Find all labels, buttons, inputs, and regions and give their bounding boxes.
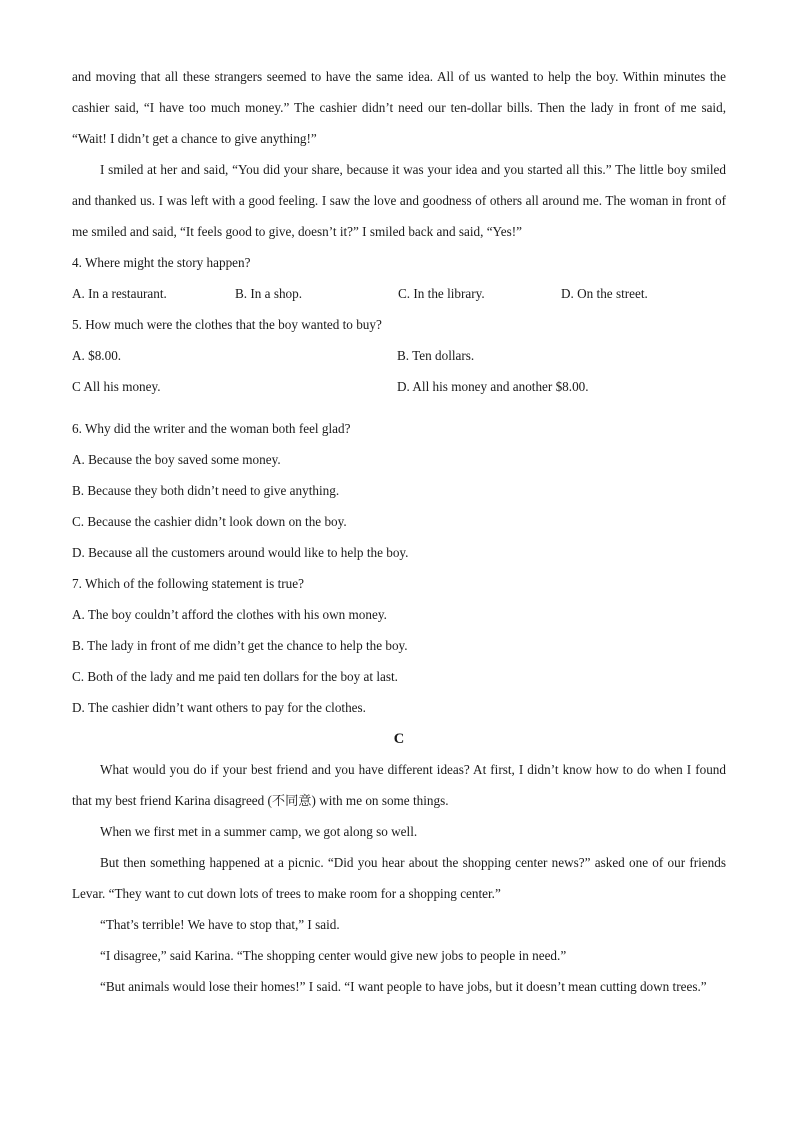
- option-d: D. On the street.: [561, 286, 648, 301]
- option-c: C All his money.: [72, 379, 161, 394]
- document-page: [72, 61, 726, 1002]
- option-a: A. Because the boy saved some money.: [72, 452, 281, 467]
- question-options: [72, 371, 726, 402]
- passage-c-paragraph: “That’s terrible! We have to stop that,” I said.: [100, 917, 340, 932]
- passage-c-paragraph: “But animals would lose their homes!” I said. “I want people to have jobs, but it doesn’t mean cutting down trees.”: [100, 979, 707, 994]
- question-options: [72, 340, 726, 371]
- option-b: B. Ten dollars.: [397, 348, 475, 363]
- option-d: D. The cashier didn’t want others to pay for the clothes.: [72, 700, 366, 715]
- spacer: [72, 402, 726, 413]
- option-a: A. In a restaurant.: [72, 286, 167, 301]
- passage-c-paragraph: “I disagree,” said Karina. “The shopping center would give new jobs to people in need.”: [100, 948, 567, 963]
- section-heading: C: [393, 731, 405, 747]
- option-a: A. $8.00.: [72, 348, 122, 363]
- option-d: D. Because all the customers around would like to help the boy.: [72, 545, 409, 560]
- option-d: D. All his money and another $8.00.: [397, 379, 589, 394]
- passage-c-paragraph: What would you do if your best friend and you have different ideas? At first, I didn’t know how to do when I found that my best friend Karina disagreed (不同意) with me on some things.: [72, 762, 726, 808]
- option-c: C. Because the cashier didn’t look down on the boy.: [72, 514, 347, 529]
- option-a: A. The boy couldn’t afford the clothes with his own money.: [72, 607, 387, 622]
- option-c: C. Both of the lady and me paid ten dollars for the boy at last.: [72, 669, 398, 684]
- option-b: B. Because they both didn’t need to give anything.: [72, 483, 340, 498]
- option-b: B. The lady in front of me didn’t get the chance to help the boy.: [72, 638, 408, 653]
- passage-c-paragraph: When we first met in a summer camp, we got along so well.: [100, 824, 418, 839]
- passage-c-paragraph: But then something happened at a picnic. “Did you hear about the shopping center news?” asked one of our friends Levar. “They want to cut down lots of trees to make room for a shopping center.”: [72, 855, 726, 901]
- question-options: [72, 278, 726, 309]
- option-c: C. In the library.: [398, 286, 485, 301]
- option-b: B. In a shop.: [235, 286, 303, 301]
- question-stem: 5. How much were the clothes that the boy wanted to buy?: [72, 317, 382, 332]
- passage-b-paragraph: I smiled at her and said, “You did your share, because it was your idea and you started all this.” The little boy smiled and thanked us. I was left with a good feeling. I saw the love and goodness of others all around me. The woman in front of me smiled and said, “It feels good to give, doesn’t it?” I smiled back and said, “Yes!”: [72, 162, 726, 239]
- question-stem: 4. Where might the story happen?: [72, 255, 251, 270]
- passage-b-paragraph: and moving that all these strangers seemed to have the same idea. All of us wanted to help the boy. Within minutes the cashier said, “I have too much money.” The cashier didn’t need our ten-dollar bills. Then the lady in front of me said, “Wait! I didn’t get a chance to give anything!”: [72, 69, 726, 146]
- question-stem: 6. Why did the writer and the woman both feel glad?: [72, 421, 351, 436]
- question-stem: 7. Which of the following statement is true?: [72, 576, 304, 591]
